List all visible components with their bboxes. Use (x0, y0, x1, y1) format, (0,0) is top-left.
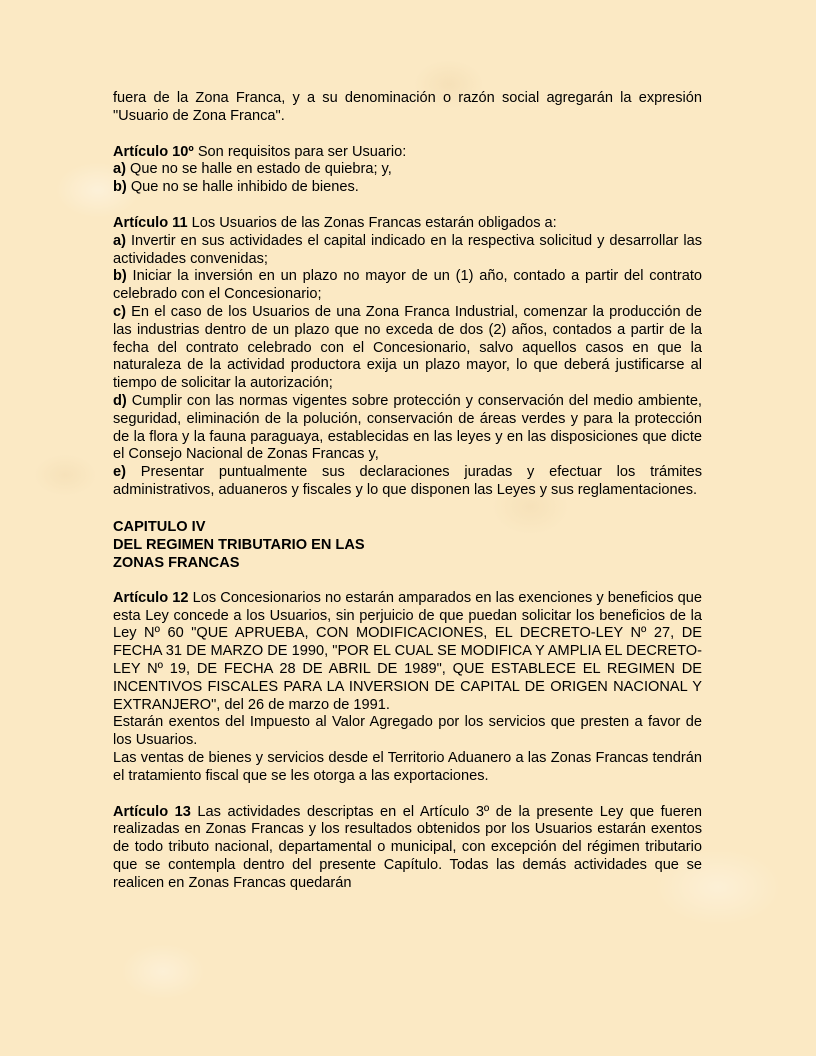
spacer (113, 572, 702, 590)
article-11-item-c (113, 304, 702, 393)
item-label: e) (113, 464, 126, 481)
article-13-body (113, 804, 702, 893)
article-12-text: Los Concesionarios no estarán amparados en las exenciones y beneficios que esta Ley concede a los Usuarios, sin perjuicio de que puedan solicitar los beneficios de la Ley Nº 60 "QUE APRUEBA, CON MODIFICACIONES, EL DECRETO-LEY Nº 27, DE FECHA 31 DE MARZO DE 1990, "POR EL CUAL SE MODIFICA Y AMPLIA EL DECRETO-LEY Nº 19, DE FECHA 28 DE ABRIL DE 1989", QUE ESTABLECE EL REGIMEN DE INCENTIVOS FISCALES PARA LA INVERSION DE CAPITAL DE ORIGEN NACIONAL Y EXTRANJERO", del 26 de marzo de 1991. (113, 589, 702, 713)
item-label: a) (113, 161, 126, 178)
spacer (113, 500, 702, 518)
item-text: En el caso de los Usuarios de una Zona Franca Industrial, comenzar la producción de las industrias dentro de un plazo que no exceda de dos (2) años, contados a partir de la fecha del contrato celebrado con el Concesionario, salvo aquellos casos en que la naturaleza de la actividad productora exija un plazo mayor, lo que deberá justificarse al tiempo de solicitar la autorización; (113, 303, 702, 392)
article-12 (113, 590, 702, 786)
intro-paragraph: fuera de la Zona Franca, y a su denominación o razón social agregarán la expresión "Usuario de Zona Franca". (113, 90, 702, 124)
item-label: b) (113, 268, 127, 285)
article-11-text: Los Usuarios de las Zonas Francas estarán obligados a: (187, 214, 557, 231)
article-10-intro (113, 144, 702, 162)
spacer (113, 197, 702, 215)
article-10-text: Son requisitos para ser Usuario: (193, 143, 407, 160)
article-13-text: Las actividades descriptas en el Artículo 3º de la presente Ley que fueren realizadas en Zonas Francas y los resultados obtenidos por los Usuarios estarán exentos de todo tributo nacional, departamental o municipal, con excepción del régimen tributario que se contempla dentro del presente Capítulo. Todas las demás actividades que se realicen en Zonas Francas quedarán (113, 803, 702, 891)
article-10-item-b (113, 179, 702, 197)
item-text: Iniciar la inversión en un plazo no mayor de un (1) año, contado a partir del contrato celebrado con el Concesionario; (113, 268, 702, 303)
article-11-item-b (113, 268, 702, 304)
chapter-title: CAPITULO IV (113, 518, 206, 535)
article-11-item-d (113, 393, 702, 464)
article-12-body (113, 590, 702, 715)
spacer (113, 786, 702, 804)
item-label: a) (113, 232, 126, 249)
article-13-heading: Artículo 13 (113, 803, 191, 820)
article-11-item-a (113, 233, 702, 269)
article-13 (113, 804, 702, 893)
item-text: Invertir en sus actividades el capital indicado en la respectiva solicitud y desarrollar las actividades convenidas; (113, 232, 702, 267)
article-11-intro (113, 215, 702, 233)
item-text: Que no se halle en estado de quiebra; y, (125, 161, 392, 178)
article-10 (113, 144, 702, 197)
article-12-heading: Artículo 12 (113, 589, 189, 606)
article-11-heading: Artículo 11 (113, 214, 188, 231)
item-label: b) (113, 179, 127, 196)
chapter-subtitle-line-1: DEL REGIMEN TRIBUTARIO EN LAS (113, 536, 365, 553)
article-11-item-e (113, 464, 702, 500)
chapter-heading (113, 518, 702, 572)
item-text: Cumplir con las normas vigentes sobre protección y conservación del medio ambiente, seguridad, eliminación de la polución, conservación de áreas verdes y para la protección de la flora y la fauna paraguaya, establecidas en las leyes y en las disposiciones que dicte el Consejo Nacional de Zonas Francas y, (113, 392, 702, 463)
article-12-paragraph-2: Estarán exentos del Impuesto al Valor Agregado por los servicios que presten a favor de los Usuarios. (113, 714, 702, 749)
article-10-item-a (113, 161, 702, 179)
item-text: Que no se halle inhibido de bienes. (126, 179, 359, 196)
chapter-subtitle-line-2: ZONAS FRANCAS (113, 554, 240, 571)
article-11 (113, 215, 702, 500)
item-label: d) (113, 392, 127, 409)
article-10-heading: Artículo 10º (113, 143, 194, 160)
spacer (113, 126, 702, 144)
item-text: Presentar puntualmente sus declaraciones juradas y efectuar los trámites administrativos, aduaneros y fiscales y lo que disponen las Leyes y sus reglamentaciones. (113, 464, 702, 498)
article-12-paragraph-3: Las ventas de bienes y servicios desde el Territorio Aduanero a las Zonas Francas tendrán el tratamiento fiscal que se les otorga a las exportaciones. (113, 749, 702, 784)
item-label: c) (113, 303, 126, 320)
